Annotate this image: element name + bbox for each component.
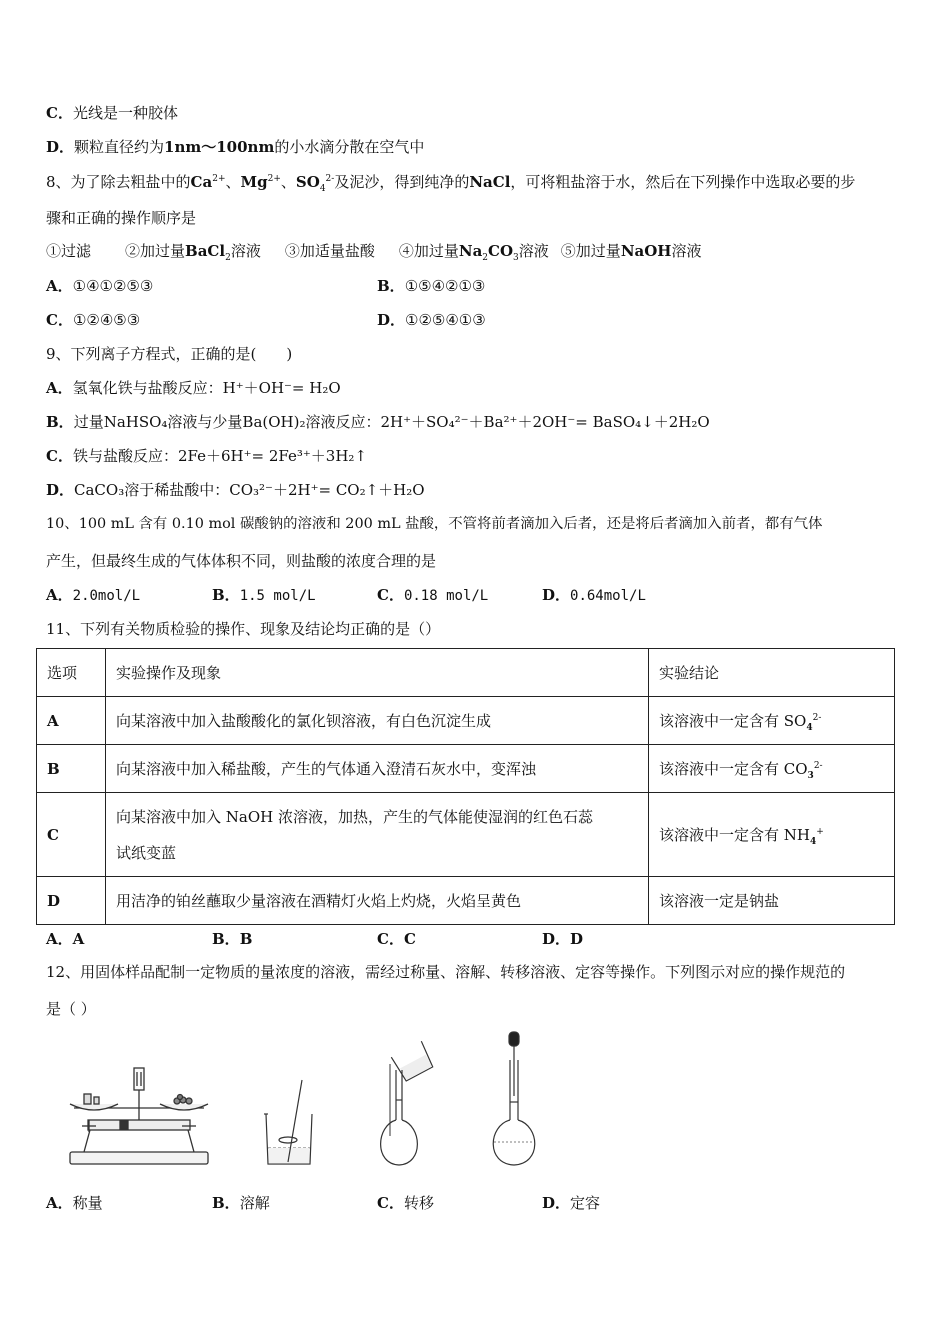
q7-option-d-text-1: 颗粒直径约为	[74, 138, 165, 156]
table-row	[37, 697, 895, 745]
beaker-icon	[262, 1078, 316, 1170]
q12-stem-line-1: 12、用固体样品配制一定物质的量浓度的溶液，需经过称量、溶解、转移溶液、定容等操作。下列图示对应的操作规范的	[46, 963, 846, 981]
q11-table	[36, 648, 895, 925]
table-row	[37, 793, 895, 877]
q8-stem-4: 骤和正确的操作顺序是	[46, 209, 197, 227]
q7-option-d-range: 1nm～100nm	[164, 138, 275, 156]
q8-option-c[interactable]: C．①②④⑤③	[46, 311, 141, 329]
q12-option-b[interactable]: B．溶解	[212, 1194, 270, 1212]
row-operation: 向某溶液中加入 NaOH 浓溶液，加热，产生的气体能使湿润的红色石蕊 试纸变蓝	[106, 793, 649, 877]
q12-stem-line-2: 是（ ）	[46, 1000, 96, 1018]
q8-so4-sup: 2-	[325, 174, 335, 184]
row-operation: 用洁净的铂丝蘸取少量溶液在酒精灯火焰上灼烧，火焰呈黄色	[106, 877, 649, 925]
q10-stem-line-2: 产生，但最终生成的气体体积不同，则盐酸的浓度合理的是	[46, 552, 437, 570]
q9-option-a[interactable]: A．氢氧化铁与盐酸反应：H⁺＋OH⁻= H₂O	[46, 379, 341, 397]
q9-option-c[interactable]: C．铁与盐酸反应：2Fe＋6H⁺= 2Fe³⁺＋3H₂↑	[46, 447, 367, 465]
balance-icon	[64, 1060, 214, 1170]
q8-mg: Mg	[240, 173, 268, 191]
q8-step-1: ①过滤	[46, 242, 92, 260]
q11-stem: 11、下列有关物质检验的操作、现象及结论均正确的是（）	[46, 620, 441, 638]
q10-stem-line-1: 10、100 mL 含有 0.10 mol 碳酸钠的溶液和 200 mL 盐酸，不管将前者滴加入后者，还是将后者滴加入前者，都有气体	[46, 516, 823, 532]
volumetric-flask-dropper-icon	[484, 1030, 544, 1170]
q8-step-2: ②加过量BaCl$_2$溶液	[125, 242, 261, 263]
q8-ca-sup: 2+	[212, 174, 226, 184]
q8-stem-3: ，可将粗盐溶于水，然后在下列操作中选取必要的步	[510, 173, 856, 191]
q8-nacl: NaCl	[469, 173, 511, 191]
row-operation: 向某溶液中加入稀盐酸，产生的气体通入澄清石灰水中，变浑浊	[106, 745, 649, 793]
q8-mg-sup: 2+	[267, 174, 281, 184]
row-option: A	[37, 697, 106, 745]
q8-so4-sub: 4	[319, 184, 326, 194]
q8-stem-1: 8、为了除去粗盐中的	[46, 173, 191, 191]
q12-option-a[interactable]: A．称量	[46, 1194, 103, 1212]
q7-option-d-text-3: 的小水滴分散在空气中	[274, 138, 425, 156]
table-row	[37, 877, 895, 925]
q8-stem-line-1: 8、为了除去粗盐中的$Ca^{2+}$、$Mg^{2+}$、$SO_4^{2-}$及泥沙，得到纯净的NaCl，可将粗盐溶于水，然后在下列操作中选取必要的步	[46, 173, 856, 194]
row-option: D	[37, 877, 106, 925]
header-operation: 实验操作及现象	[106, 649, 649, 697]
q8-stem-2: 及泥沙，得到纯净的	[334, 173, 470, 191]
q12-option-c[interactable]: C．转移	[377, 1194, 434, 1212]
q10-option-a[interactable]: A．2.0mol/L	[46, 586, 141, 604]
q7-option-c-label: C．	[46, 104, 73, 122]
q8-step-3: ③加适量盐酸	[284, 242, 375, 260]
table-row	[37, 745, 895, 793]
q8-so4: SO	[295, 173, 320, 191]
q10-option-b[interactable]: B．1.5 mol/L	[212, 586, 316, 604]
row-conclusion: 该溶液中一定含有 $SO_4^{2-}$	[649, 697, 895, 745]
q7-option-d	[46, 137, 424, 157]
row-conclusion: 该溶液中一定含有 $CO_3^{2-}$	[649, 745, 895, 793]
q8-steps	[46, 241, 702, 261]
q10-option-c[interactable]: C．0.18 mol/L	[377, 586, 489, 604]
q9-option-b[interactable]: B．过量NaHSO₄溶液与少量Ba(OH)₂溶液反应：2H⁺＋SO₄²⁻＋Ba²⁺＋2OH⁻= BaSO₄↓＋2H₂O	[46, 413, 710, 431]
q11-option-c[interactable]: C．C	[377, 930, 416, 948]
row-operation: 向某溶液中加入盐酸酸化的氯化钡溶液，有白色沉淀生成	[106, 697, 649, 745]
q11-option-d[interactable]: D．D	[542, 930, 584, 948]
q9-stem: 9、下列离子方程式，正确的是( )	[46, 345, 293, 363]
q8-step-5: ⑤加过量NaOH溶液	[560, 242, 702, 260]
row-conclusion: 该溶液一定是钠盐	[649, 877, 895, 925]
q9-option-d[interactable]: D．CaCO₃溶于稀盐酸中：CO₃²⁻＋2H⁺= CO₂↑＋H₂O	[46, 481, 425, 499]
row-option: C	[37, 793, 106, 877]
q7-option-c	[46, 103, 178, 123]
q8-option-a[interactable]: A．①④①②⑤③	[46, 277, 154, 295]
q7-option-c-text: 光线是一种胶体	[72, 104, 178, 122]
q12-option-d[interactable]: D．定容	[542, 1194, 601, 1212]
table-header-row	[37, 649, 895, 697]
header-conclusion: 实验结论	[649, 649, 895, 697]
q11-option-a[interactable]: A．A	[46, 930, 85, 948]
q8-option-d[interactable]: D．①②⑤④①③	[377, 311, 486, 329]
q11-option-b[interactable]: B．B	[212, 930, 253, 948]
q8-option-b[interactable]: B．①⑤④②①③	[377, 277, 486, 295]
q10-option-d[interactable]: D．0.64mol/L	[542, 586, 646, 604]
q8-ca: Ca	[190, 173, 213, 191]
row-conclusion: 该溶液中一定含有 $NH_4^+$	[649, 793, 895, 877]
q8-stem-line-2	[46, 208, 196, 228]
volumetric-flask-transfer-icon	[372, 1040, 444, 1170]
q8-step-4: ④加过量$Na_2CO_3$溶液	[398, 242, 549, 263]
q7-option-d-label: D．	[46, 138, 75, 156]
row-option: B	[37, 745, 106, 793]
header-option: 选项	[37, 649, 106, 697]
